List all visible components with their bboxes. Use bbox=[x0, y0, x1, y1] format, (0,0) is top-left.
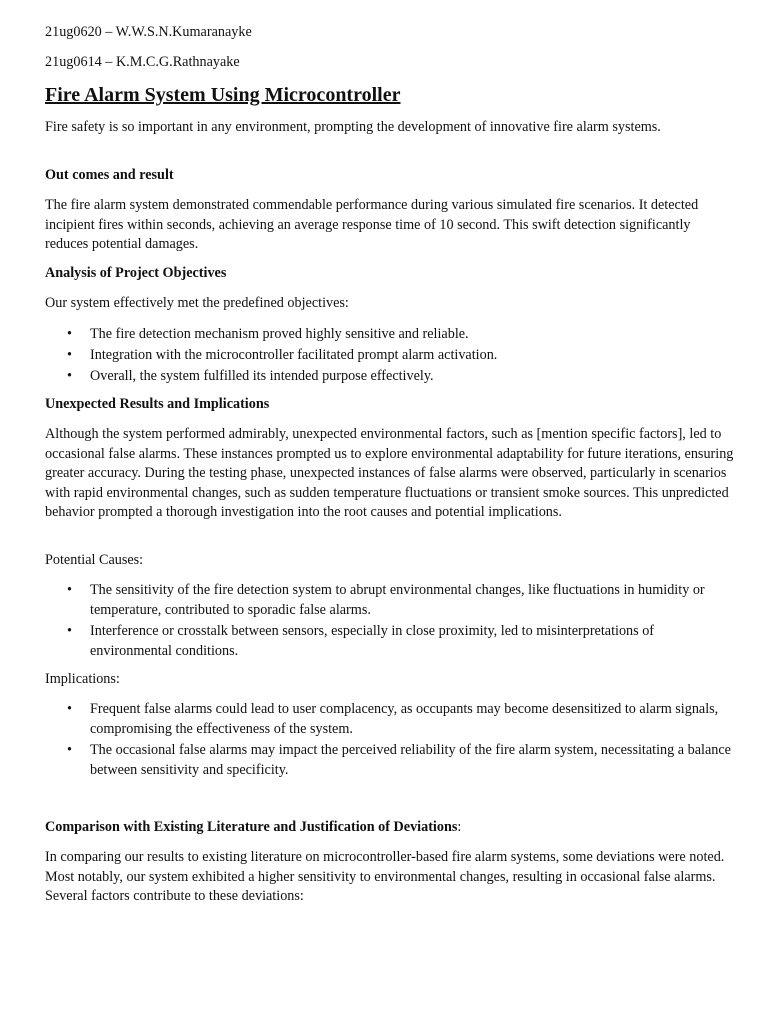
analysis-bullet-list bbox=[45, 325, 735, 388]
list-item: • Frequent false alarms could lead to user complacency, as occupants may become desensitized to alarm signals, compromising the effectiveness of the system. bbox=[67, 701, 719, 737]
unexpected-heading: Unexpected Results and Implications bbox=[45, 396, 270, 412]
bullet-glyph: • bbox=[67, 326, 72, 342]
analysis-paragraph: Our system effectively met the predefined objectives: bbox=[45, 295, 349, 311]
bullet-glyph: • bbox=[67, 742, 72, 758]
analysis-heading: Analysis of Project Objectives bbox=[45, 265, 227, 281]
bullet-glyph: • bbox=[67, 582, 72, 598]
list-item: • Overall, the system fulfilled its intended purpose effectively. bbox=[45, 367, 735, 387]
implications-label: Implications: bbox=[45, 671, 120, 687]
unexpected-paragraph: Although the system performed admirably, unexpected environmental factors, such as [mention specific factors], led to occasional false alarms. These instances prompted us to explore environmental adaptability for future iterations, ensuring greater accuracy. During the testing phase, unexpected instances of false alarms were observed, particularly in scenarios with rapid environmental changes, such as sudden temperature fluctuations or transient smoke sources. This unpredicted behavior prompted a thorough investigation into the root causes and potential implications. bbox=[45, 426, 734, 520]
comparison-heading-line bbox=[45, 818, 735, 838]
comparison-paragraph: In comparing our results to existing literature on microcontroller-based fire alarm systems, some deviations were noted. Most notably, our system exhibited a higher sensitivity to environmental changes, resulting in occasional false alarms. Several factors contribute to these deviations: bbox=[45, 849, 725, 904]
author-line-1: 21ug0620 – W.W.S.N.Kumaranayke bbox=[45, 24, 252, 40]
outcomes-paragraph: The fire alarm system demonstrated commendable performance during various simulated fire scenarios. It detected incipient fires within seconds, achieving an average response time of 10 second. This swift detection significantly reduces potential damages. bbox=[45, 197, 699, 252]
list-item: • Interference or crosstalk between sensors, especially in close proximity, led to misinterpretations of environmental conditions. bbox=[67, 623, 655, 659]
causes-label: Potential Causes: bbox=[45, 552, 144, 568]
bullet-glyph: • bbox=[67, 368, 72, 384]
list-item: • The occasional false alarms may impact the perceived reliability of the fire alarm system, necessitating a balance between sensitivity and specificity. bbox=[67, 742, 731, 778]
implications-bullet-list bbox=[45, 700, 735, 780]
intro-paragraph: Fire safety is so important in any environment, prompting the development of innovative fire alarm systems. bbox=[45, 119, 661, 135]
bullet-glyph: • bbox=[67, 701, 72, 717]
list-item: • The fire detection mechanism proved highly sensitive and reliable. bbox=[45, 325, 735, 345]
comparison-colon: : bbox=[457, 819, 462, 835]
author-line-2: 21ug0614 – K.M.C.G.Rathnayake bbox=[45, 54, 240, 70]
outcomes-heading: Out comes and result bbox=[45, 167, 174, 183]
causes-bullet-list bbox=[45, 581, 735, 661]
bullet-glyph: • bbox=[67, 623, 72, 639]
document-title: Fire Alarm System Using Microcontroller bbox=[45, 84, 401, 106]
list-item: • Integration with the microcontroller facilitated prompt alarm activation. bbox=[45, 346, 735, 366]
list-item: • The sensitivity of the fire detection system to abrupt environmental changes, like fluctuations in humidity or temperature, contributed to sporadic false alarms. bbox=[67, 582, 705, 618]
comparison-heading: Comparison with Existing Literature and Justification of Deviations bbox=[45, 819, 458, 835]
bullet-glyph: • bbox=[67, 347, 72, 363]
